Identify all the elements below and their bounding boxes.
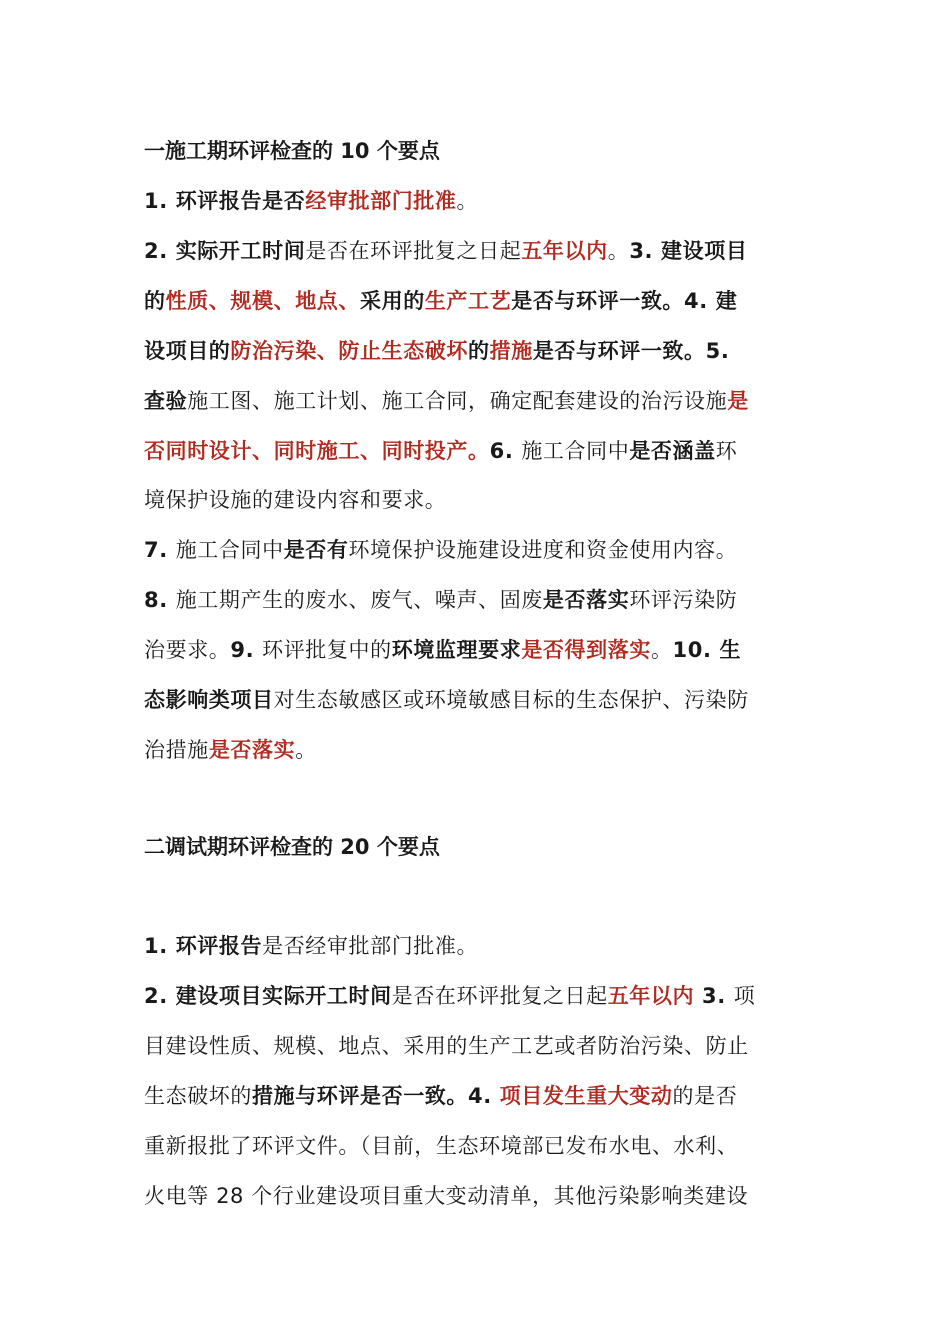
body-text: 。 xyxy=(456,189,479,213)
text-line xyxy=(144,1130,738,1162)
body-text: 。 xyxy=(295,737,317,762)
text-line xyxy=(144,930,478,962)
bold-text: 态影响类项目 xyxy=(144,688,274,712)
bold-text: 8. xyxy=(144,588,176,613)
body-text: 。 xyxy=(650,638,673,663)
text-line xyxy=(144,1180,748,1212)
text-line xyxy=(144,734,317,766)
section-2-title: 二调试期环评检查的 20 个要点 xyxy=(144,835,440,859)
highlight-text: 否同时设计、同时施工、同时投产。 xyxy=(144,438,490,463)
bold-text: 2. 建设项目实际开工时间 xyxy=(144,983,392,1008)
body-text: 是否在环评批复之日起 xyxy=(305,238,522,263)
highlight-text: 五年以内 xyxy=(607,983,695,1008)
body-text: 目建设性质、规模、地点、采用的生产工艺或者防治污染、防止 xyxy=(144,1033,749,1058)
bold-text: 2. 实际开工时间 xyxy=(144,238,306,263)
highlight-text: 措施 xyxy=(489,338,533,363)
text-line xyxy=(144,285,737,317)
bold-text: 设项目的 xyxy=(144,338,231,363)
text-line xyxy=(144,385,749,417)
text-line xyxy=(144,335,729,367)
body-text: 环评批复中的 xyxy=(262,638,392,663)
body-text: 生态破坏的 xyxy=(144,1083,252,1108)
body-text: 环 xyxy=(715,438,738,463)
highlight-text: 项目发生重大变动 xyxy=(499,1083,673,1108)
text-line xyxy=(144,634,741,666)
section-1-title: 一施工期环评检查的 10 个要点 xyxy=(144,139,440,163)
bold-text: 的 xyxy=(468,338,490,363)
highlight-text: 是否落实 xyxy=(208,737,296,762)
body-text: 对生态敏感区或环境敏感目标的生态保护、污染防 xyxy=(273,688,749,712)
bold-text: 的 xyxy=(144,288,166,313)
highlight-text: 是否得到落实 xyxy=(521,638,651,663)
bold-text: 环境监理要求 xyxy=(391,638,522,663)
bold-text: 是否涵盖 xyxy=(629,438,716,463)
text-line xyxy=(144,1030,749,1062)
text-line xyxy=(144,1080,737,1112)
text-line xyxy=(144,235,747,267)
bold-text: 6. xyxy=(489,438,522,463)
body-text: 施工合同中 xyxy=(521,438,630,463)
bold-text: 10. 生 xyxy=(672,638,742,663)
bold-text: 4. 建 xyxy=(684,288,738,313)
bold-text: 3. 建设项目 xyxy=(629,238,748,263)
bold-text: 是否与环评一致。 xyxy=(511,288,685,313)
text-line xyxy=(144,534,737,566)
highlight-text: 经审批部门批准 xyxy=(305,189,457,213)
bold-text: 采用的 xyxy=(360,288,425,313)
highlight-text: 防治污染、防止生态破坏 xyxy=(230,338,469,363)
body-text: 重新报批了环评文件。（目前，生态环境部已发布水电、水利、 xyxy=(144,1133,739,1158)
bold-text: 1. 环评报告 xyxy=(144,934,263,958)
highlight-text: 是 xyxy=(727,388,749,413)
highlight-text: 生产工艺 xyxy=(424,288,512,313)
body-text: 治要求。 xyxy=(144,638,231,663)
body-text: 是否在环评批复之日起 xyxy=(391,983,608,1008)
body-text: 的是否 xyxy=(672,1083,738,1108)
bold-text: 4. xyxy=(468,1083,500,1108)
bold-text: 是否有 xyxy=(283,538,349,563)
highlight-text: 五年以内 xyxy=(521,238,608,263)
text-line xyxy=(144,684,749,716)
body-text: 。 xyxy=(607,238,630,263)
body-text: 施工合同中 xyxy=(175,538,284,563)
body-text: 境保护设施的建设内容和要求。 xyxy=(144,488,447,513)
text-line xyxy=(144,584,737,616)
bold-text: 1. 环评报告是否 xyxy=(144,189,306,213)
bold-text: 9. xyxy=(230,638,263,663)
bold-text: 7. xyxy=(144,538,176,563)
text-line xyxy=(144,484,446,516)
highlight-text: 性质、规模、地点、 xyxy=(165,288,361,313)
body-text: 施工期产生的废水、废气、噪声、固废 xyxy=(175,588,543,613)
text-line xyxy=(144,185,478,217)
body-text: 施工图、施工计划、施工合同，确定配套建设的治污设施 xyxy=(187,388,728,413)
text-line xyxy=(144,980,755,1012)
text-line xyxy=(144,435,737,467)
bold-text: 措施与环评是否一致。 xyxy=(252,1083,468,1108)
bold-text: 3. xyxy=(694,983,734,1008)
body-text: 环评污染防 xyxy=(629,588,738,613)
body-text: 环境保护设施建设进度和资金使用内容。 xyxy=(348,538,738,563)
bold-text: 是否落实 xyxy=(542,588,630,613)
body-text: 项 xyxy=(733,983,756,1008)
body-text: 是否经审批部门批准。 xyxy=(262,934,479,958)
bold-text: 查验 xyxy=(144,388,188,413)
body-text: 火电等 28 个行业建设项目重大变动清单，其他污染影响类建设 xyxy=(144,1183,749,1208)
body-text: 治措施 xyxy=(144,737,209,762)
bold-text: 是否与环评一致。5. xyxy=(532,338,730,363)
